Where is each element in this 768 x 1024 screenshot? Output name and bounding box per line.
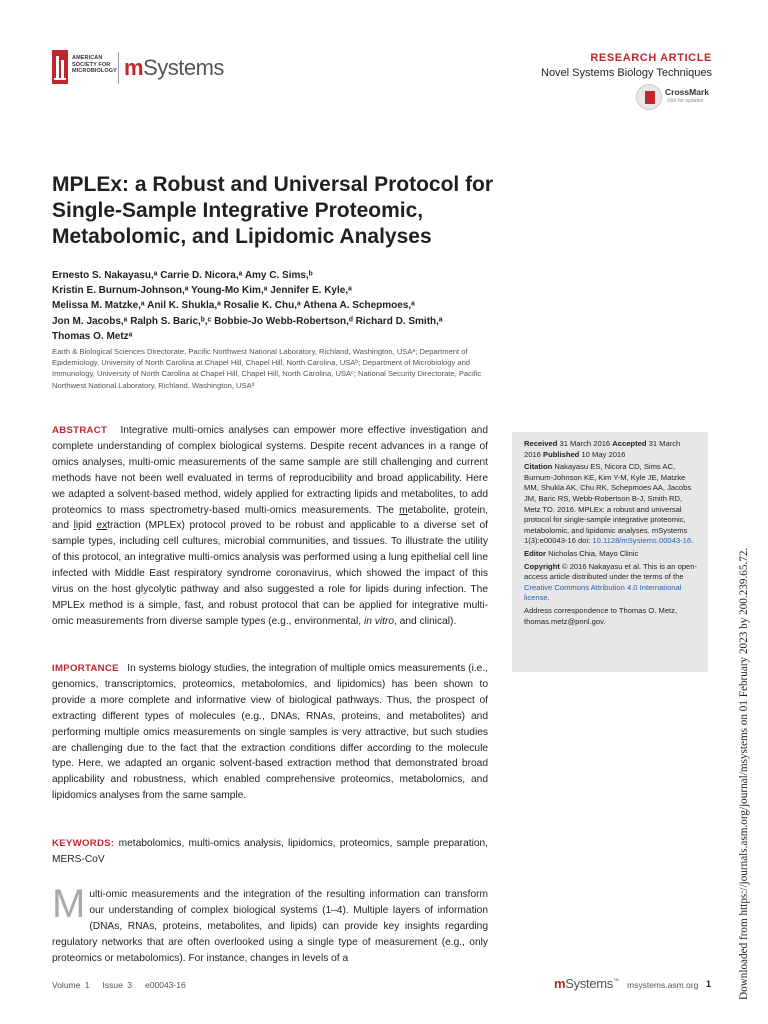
copyright <box>524 562 698 604</box>
page-number: 1 <box>706 979 712 989</box>
abstract-acronym-ex: ex <box>96 520 108 532</box>
abstract-acronym-l: l <box>73 520 76 532</box>
abstract <box>52 423 488 630</box>
doi-link[interactable]: 10.1128/mSystems.00043-16 <box>592 536 692 546</box>
received-label: Received <box>524 439 558 448</box>
citation-label: Citation <box>524 462 553 472</box>
abstract-label: ABSTRACT <box>52 425 108 436</box>
crossmark-label: CrossMark <box>665 87 709 97</box>
license-end: . <box>547 593 550 603</box>
dates <box>524 439 698 460</box>
affiliations: Earth & Biological Sciences Directorate, Pacific Northwest National Laboratory, Richland, Washington, USAᵃ; Department of Epidemiology, University of North Carolina at Chapel Hill, Chapel Hill, North Carolina, USAᵇ; Department of Microbiology and Immunology, University of North Carolina at Chapel Hill, Chapel Hill, North Carolina, USAᶜ; National Security Directorate, Pacific Northwest National Laboratory, Richland, Washington, USAᵈ <box>52 347 482 390</box>
crossmark-sub: click for updates <box>667 98 704 104</box>
society-name: AMERICAN SOCIETY FOR MICROBIOLOGY <box>72 55 117 74</box>
license-link[interactable]: Creative Commons Attribution 4.0 International license <box>524 582 682 603</box>
crossmark-icon <box>636 84 662 110</box>
importance <box>52 661 488 804</box>
editor-label: Editor <box>524 548 546 558</box>
abstract-text: traction (MPLEx) protocol proved to be robust and applicable to a diverse set of sample types, including cell cultures, microbial communities, and tissues. To illustrate the utility of this protocol, an integrative multi-omics analysis was performed using a lung epithelial cell line infected with Middle East respiratory syndrome coronavirus, which showed the impact of this virus on the host glycolytic pathway and also suggested a role for lipids during infection. The MPLEx method is a simple, fast, and robust protocol that can be applied for integrative multi-omic measurements from diverse sample types (e.g., environmental, <box>52 520 488 627</box>
abstract-acronym-p: p <box>454 504 460 516</box>
author-line: Ernesto S. Nakayasu,ᵃ Carrie D. Nicora,ᵃ Amy C. Sims,ᵇ <box>52 270 313 281</box>
abstract-text: etabolite, <box>407 504 454 516</box>
abstract-text: Integrative multi-omics analyses can empower more effective investigation and complete understanding of complex biological systems. Despite recent advances in a range of omics analyses, multi-omic measurements of the same sample are still challenging and current methods have not been well evaluated in terms of reproducibility and broad applicability. Here we adapted a solvent-based method, widely applied for extracting lipids and metabolites, to add proteomics to mass spectrometry-based multi-omics measurements. The <box>52 425 488 516</box>
abstract-text: rotein, and <box>52 504 488 532</box>
download-note: Downloaded from https://journals.asm.org/journal/msystems on 01 February 2023 by 200.239.65.72. <box>738 547 750 1000</box>
published-date: 10 May 2016 <box>581 449 626 459</box>
body-paragraph: ulti-omic measurements and the integration of the resulting information can transform our understanding of complex biological systems (1–4). Multiple layers of information (DNAs, RNAs, proteins, metabolites, and lipids) can provide key insights regarding regulatory networks that are often overlooked using a single type of measurement (e.g., only proteomics or metabolomics). For instance, changes in levels of a <box>52 889 488 964</box>
accepted-label: Accepted <box>612 439 647 448</box>
published-label: Published <box>543 449 580 459</box>
footer-volume: Volume 1 <box>52 980 90 990</box>
author-line: Thomas O. Metzᵃ <box>52 330 133 342</box>
citation-text: Nakayasu ES, Nicora CD, Sims AC, Burnum-Johnson KE, Kim Y-M, Kyle JE, Matzke MM, Shukla AK, Chu RK, Schepmoes AA, Jacobs JM, Baric RS, Webb-Robertson B-J, Smith RD, Metz TO. 2016. MPLEx: a robust and universal protocol for single-sample integrative proteomic, metabolomic, and lipidomic analyses. mSystems 1(3):e00043-16 doi: <box>524 462 692 546</box>
footer-logo-m: m <box>554 976 566 991</box>
journal-logo-m: m <box>124 55 144 80</box>
importance-text: In systems biology studies, the integration of multiple omics measurements (i.e., genomics, transcriptomics, proteomics, metabolomics, and lipidomics) has been shown to provide a more complete and informative view of biological pathways. Thus, the prospect of extracting different types of molecules (e.g., DNAs, RNAs, proteins, and metabolites) and performing multiple omics measurements on single samples is very attractive, but such studies are challenging due to the fact that the extraction conditions differ according to the molecule type. Here, we adapted an organic solvent-based extraction method that demonstrated broad applicability and robustness, which enabled comprehensive proteomics, metabolomics, and lipidomics analyses from the same sample. <box>52 663 488 802</box>
footer-article-id: e00043-16 <box>145 980 186 990</box>
footer-issue: Issue 3 <box>102 980 132 990</box>
asm-emblem-icon <box>52 50 68 84</box>
article-title: MPLEx: a Robust and Universal Protocol for Single-Sample Integrative Proteomic, Metabolomic, and Lipidomic Analyses <box>52 173 494 248</box>
author-line: Jon M. Jacobs,ᵃ Ralph S. Baric,ᵇ,ᶜ Bobbie-Jo Webb-Robertson,ᵈ Richard D. Smith,ᵃ <box>52 315 443 327</box>
abstract-text: , and clinical). <box>394 615 457 627</box>
crossmark-button[interactable] <box>636 84 720 112</box>
author-list <box>52 268 492 344</box>
keywords-label: KEYWORDS: <box>52 838 115 849</box>
abstract-italic: in vitro <box>363 615 394 627</box>
received-date: 31 March 2016 <box>559 439 611 448</box>
author-line: Kristin E. Burnum-Johnson,ᵃ Young-Mo Kim,ᵃ Jennifer E. Kyle,ᵃ <box>52 285 352 297</box>
editor-name: Nicholas Chia, Mayo Clinic <box>548 548 639 558</box>
importance-label: IMPORTANCE <box>52 663 119 674</box>
correspondence: Address correspondence to Thomas O. Metz, thomas.metz@pnnl.gov. <box>524 605 678 626</box>
accepted-date: 31 March 2016 <box>524 439 681 459</box>
abstract-acronym-m: m <box>399 504 408 516</box>
article-info-sidebar <box>512 432 708 672</box>
asm-logo <box>52 50 122 84</box>
copyright-label: Copyright <box>524 561 560 571</box>
copyright-text: © 2016 Nakayasu et al. This is an open-access article distributed under the terms of the <box>524 561 698 582</box>
author-line: Melissa M. Matzke,ᵃ Anil K. Shukla,ᵃ Rosalie K. Chu,ᵃ Athena A. Schepmoes,ᵃ <box>52 300 415 312</box>
doi-end: . <box>691 536 694 546</box>
footer-url[interactable]: msystems.asm.org <box>627 980 699 990</box>
drop-cap: M <box>52 882 86 926</box>
journal-logo[interactable] <box>124 55 224 81</box>
keywords-text: metabolomics, multi-omics analysis, lipidomics, proteomics, sample preparation, MERS-CoV <box>52 838 488 865</box>
keywords <box>52 836 488 868</box>
footer-logo-text: Systems <box>565 976 614 991</box>
footer-volume-info <box>52 980 186 990</box>
footer-journal-logo[interactable] <box>554 976 619 991</box>
journal-logo-text: Systems <box>143 55 224 80</box>
article-type: RESEARCH ARTICLE <box>590 52 712 64</box>
abstract-text: ipid <box>75 520 97 532</box>
footer-trademark: ™ <box>613 978 619 985</box>
citation <box>524 462 698 547</box>
logo-divider <box>118 52 119 84</box>
editor <box>524 549 698 560</box>
body-text <box>52 882 488 967</box>
article-section: Novel Systems Biology Techniques <box>541 67 712 79</box>
